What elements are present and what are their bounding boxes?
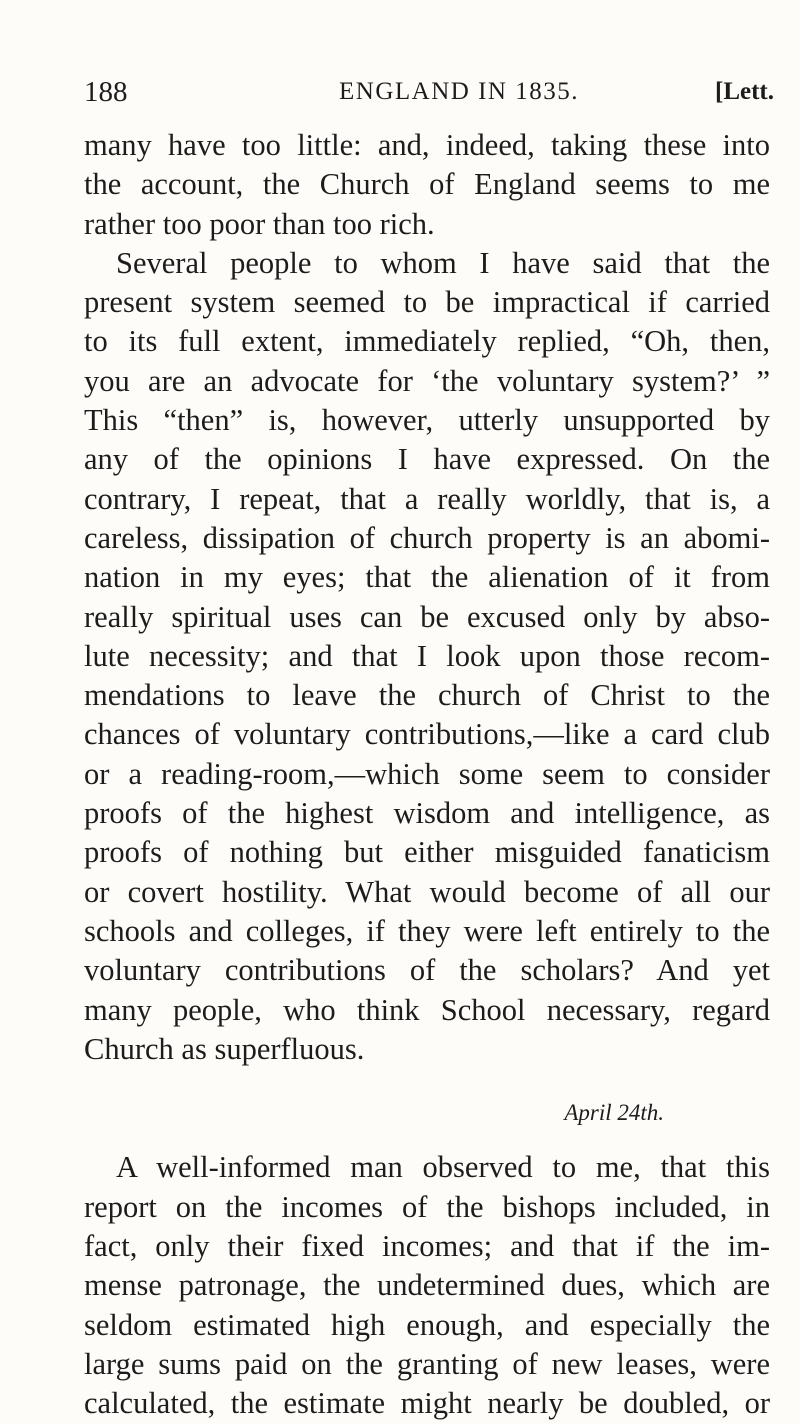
text-line: calculated, the estimate might nearly be doubled, or <box>84 1386 770 1421</box>
text-line: or covert hostility. What would become of all our <box>84 874 770 909</box>
text-line: Church as superfluous. <box>84 1031 365 1066</box>
text-line: proofs of nothing but either misguided fanaticism <box>84 835 770 870</box>
text-line: report on the incomes of the bishops included, in <box>84 1189 770 1224</box>
text-line: the account, the Church of England seems to me <box>84 167 770 202</box>
text-line: large sums paid on the granting of new leases, were <box>84 1346 770 1381</box>
text-line: This “then” is, however, utterly unsupported by <box>84 403 770 438</box>
text-line: really spiritual uses can be excused only by abso- <box>84 599 770 634</box>
text-line: many people, who think School necessary, regard <box>84 992 770 1027</box>
paragraph-2 <box>84 244 770 1069</box>
text-line: many have too little: and, indeed, taking these into <box>84 128 770 162</box>
text-line: lute necessity; and that I look upon those recom- <box>84 638 770 673</box>
text-line: any of the opinions I have expressed. On the <box>84 442 770 477</box>
text-line: fact, only their fixed incomes; and that if the im- <box>84 1229 770 1264</box>
paragraph-3 <box>84 1148 770 1423</box>
text-line: nation in my eyes; that the alienation of it from <box>84 560 770 595</box>
text-line: A well-informed man observed to me, that this <box>116 1150 770 1185</box>
text-line: careless, dissipation of church property is an abomi- <box>84 520 770 555</box>
text-line: Several people to whom I have said that the <box>116 245 770 280</box>
body-text <box>84 126 770 1424</box>
running-head <box>84 72 774 112</box>
letter-marker: [Lett. <box>715 78 774 105</box>
date-heading: April 24th. <box>564 1100 664 1126</box>
text-line: to its full extent, immediately replied, “Oh, then, <box>84 324 770 359</box>
text-line: proofs of the highest wisdom and intelligence, as <box>84 796 770 831</box>
text-line: chances of voluntary contributions,—like a card club <box>84 717 770 752</box>
page-number: 188 <box>84 76 128 108</box>
text-line: contrary, I repeat, that a really worldly, that is, a <box>84 481 770 516</box>
text-line: present system seemed to be impractical if carried <box>84 285 770 320</box>
text-line: you are an advocate for ‘the voluntary system?’ ” <box>84 363 770 398</box>
running-title: ENGLAND IN 1835. <box>339 78 579 105</box>
text-line: voluntary contributions of the scholars? And yet <box>84 953 770 988</box>
text-line: mense patronage, the undetermined dues, which are <box>84 1268 770 1303</box>
text-line: or a reading-room,—which some seem to consider <box>84 756 770 791</box>
text-line: rather too poor than too rich. <box>84 206 435 241</box>
text-line: schools and colleges, if they were left entirely to the <box>84 913 770 948</box>
paragraph-1 <box>84 126 770 244</box>
text-line: mendations to leave the church of Christ to the <box>84 678 770 713</box>
text-line: seldom estimated high enough, and especially the <box>84 1307 770 1342</box>
